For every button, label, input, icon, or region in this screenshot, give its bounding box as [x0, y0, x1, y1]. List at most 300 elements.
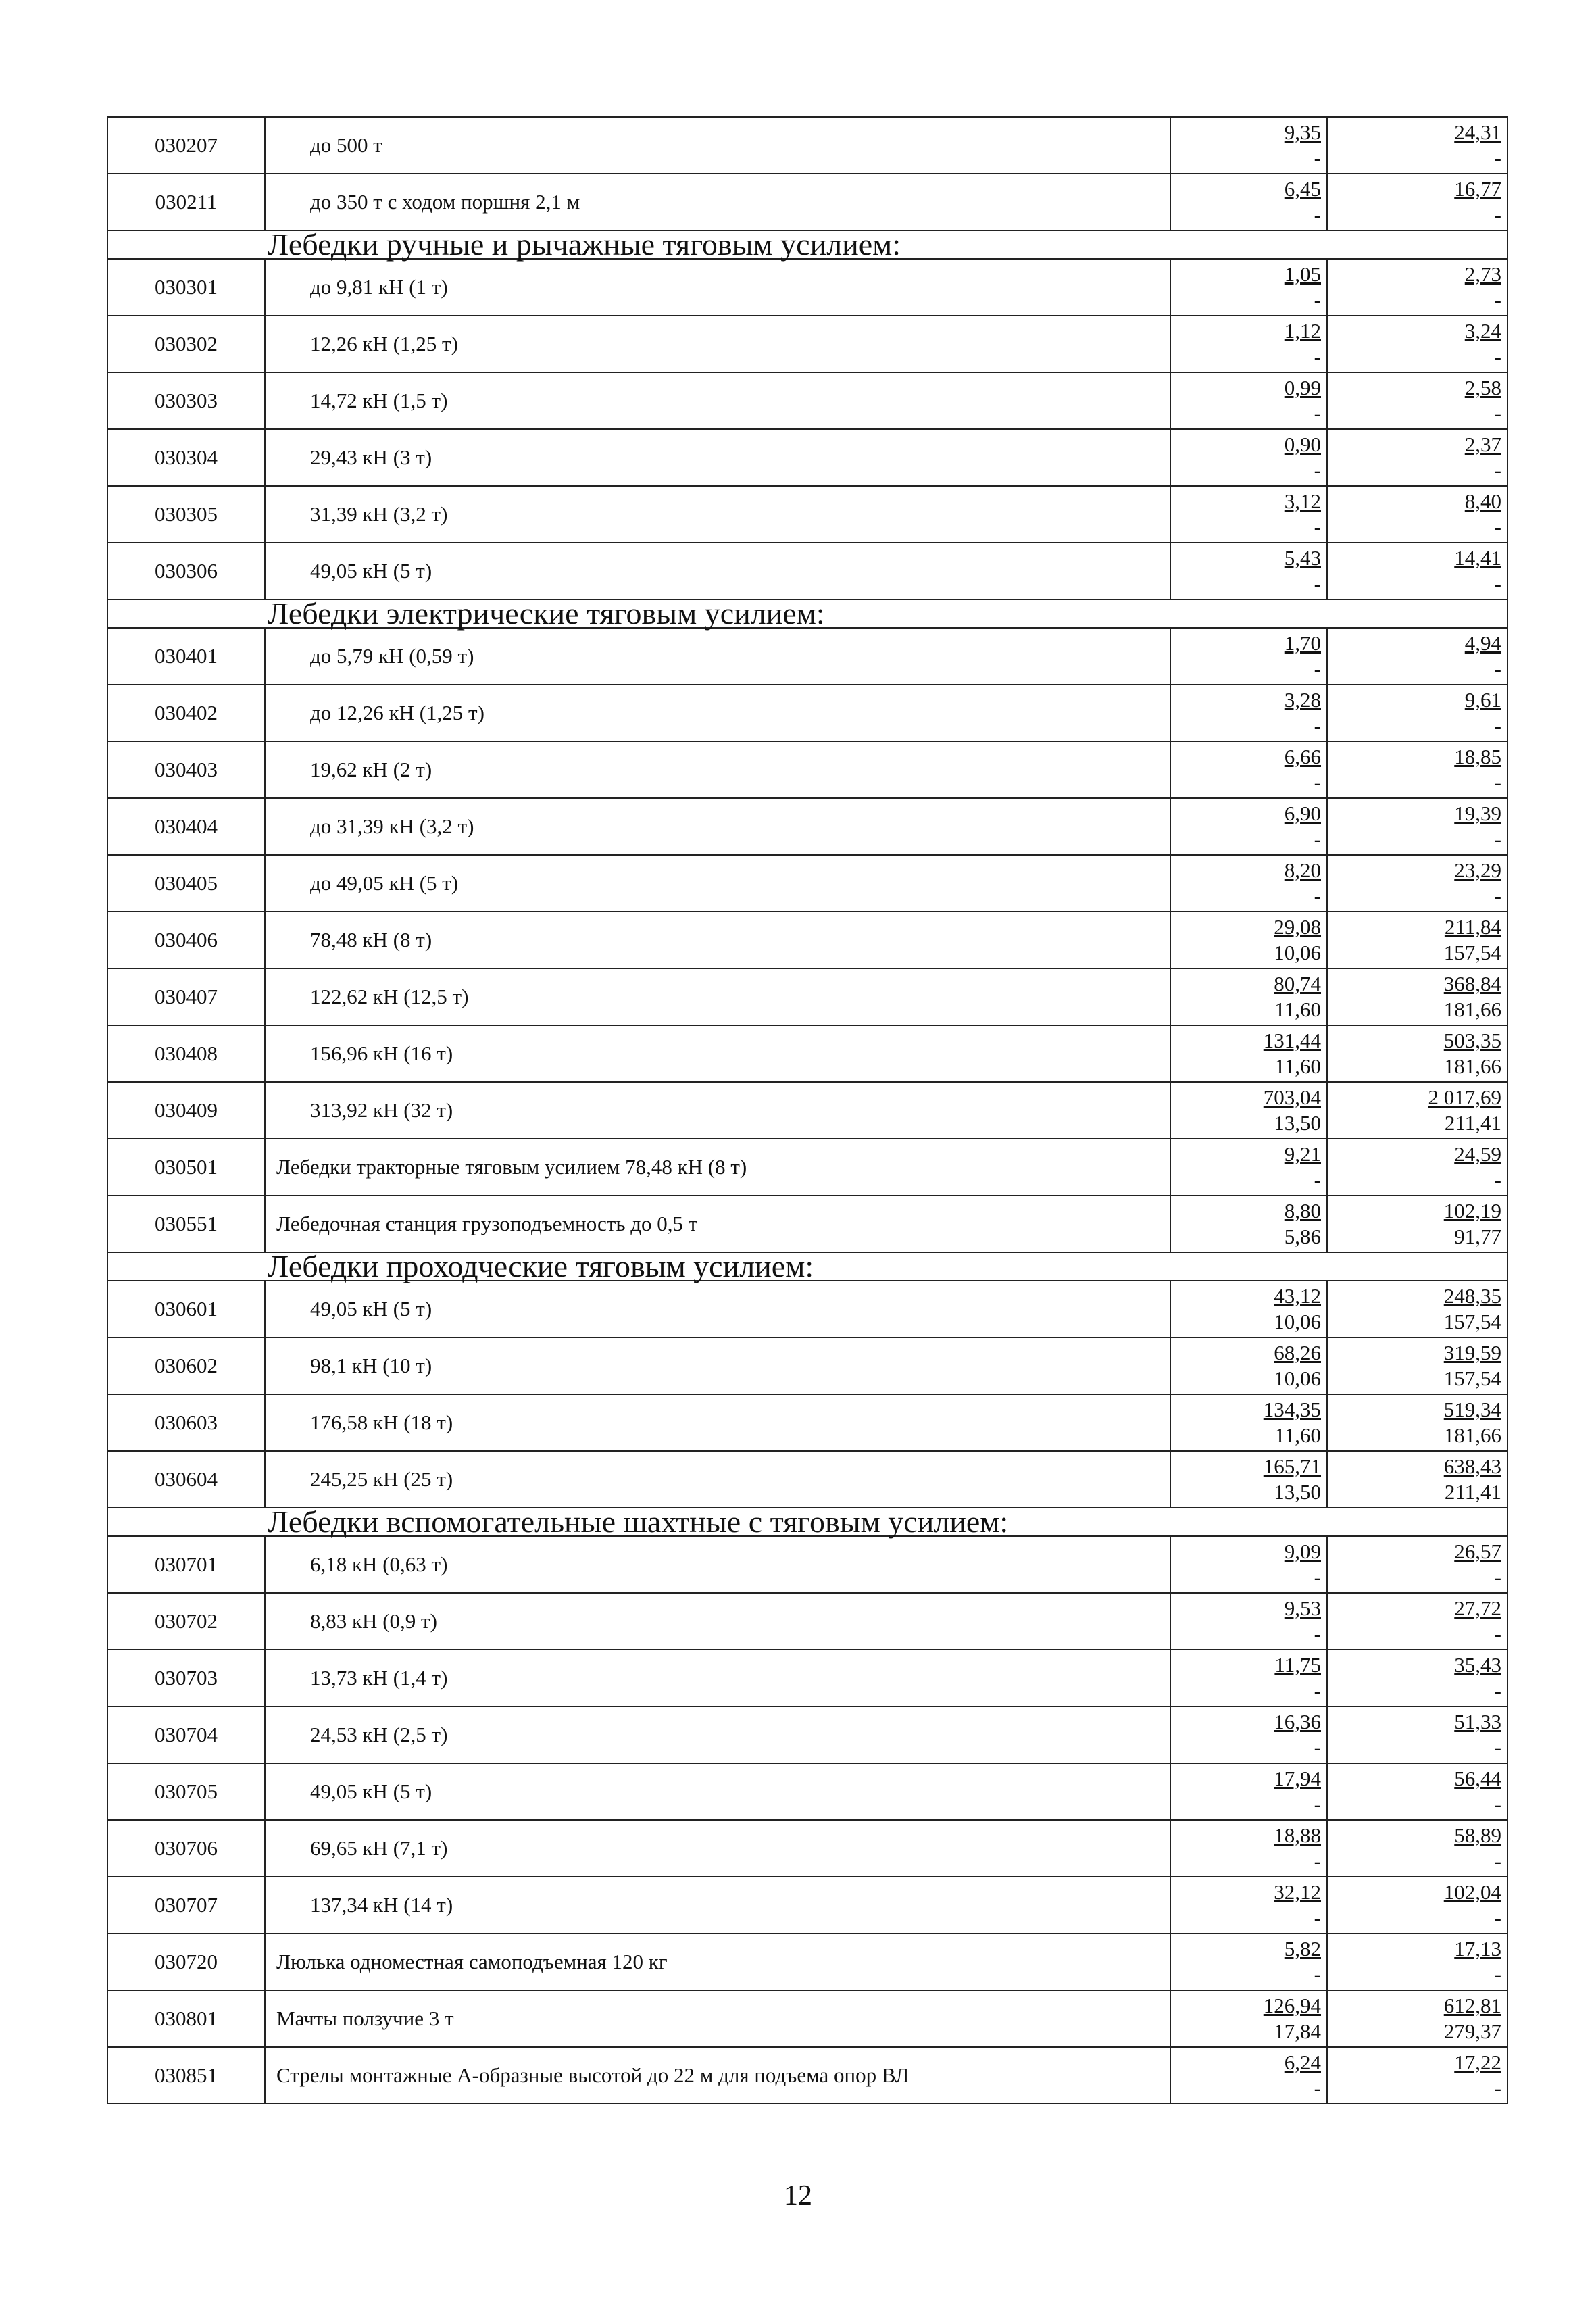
table-row [107, 117, 1507, 174]
value-v1-top: 9,53 [1284, 1596, 1321, 1620]
value-v2-bottom: - [1494, 1168, 1501, 1191]
value-v2-top: 14,41 [1454, 546, 1501, 570]
table-row [107, 1196, 1507, 1252]
row-value-v1 [1170, 1082, 1327, 1139]
row-name: до 500 т [265, 117, 1170, 174]
row-code: 030402 [107, 685, 265, 741]
value-v1-top: 9,35 [1284, 120, 1321, 144]
row-value-v1 [1170, 1650, 1327, 1706]
row-name: 98,1 кН (10 т) [265, 1337, 1170, 1394]
value-v2-bottom: 181,66 [1443, 1054, 1501, 1078]
row-value-v1 [1170, 316, 1327, 372]
value-v1-top: 165,71 [1263, 1454, 1321, 1478]
row-code: 030407 [107, 968, 265, 1025]
row-value-v2 [1327, 1451, 1507, 1508]
value-v2-bottom: - [1494, 401, 1501, 425]
table-row [107, 1593, 1507, 1650]
value-v1-bottom: - [1314, 1906, 1321, 1929]
value-v2-top: 23,29 [1454, 858, 1501, 882]
row-name: 8,83 кН (0,9 т) [265, 1593, 1170, 1650]
row-code: 030705 [107, 1763, 265, 1820]
value-v2-bottom: 157,54 [1443, 941, 1501, 964]
value-v1-bottom: - [1314, 458, 1321, 482]
row-value-v2 [1327, 117, 1507, 174]
row-value-v2 [1327, 1337, 1507, 1394]
row-value-v1 [1170, 1593, 1327, 1650]
value-v2-bottom: - [1494, 458, 1501, 482]
row-value-v1 [1170, 912, 1327, 968]
row-name: 245,25 кН (25 т) [265, 1451, 1170, 1508]
row-value-v1 [1170, 1025, 1327, 1082]
row-name: 29,43 кН (3 т) [265, 429, 1170, 486]
value-v1-top: 5,82 [1284, 1937, 1321, 1961]
row-name: 49,05 кН (5 т) [265, 1281, 1170, 1337]
row-code: 030707 [107, 1877, 265, 1934]
row-value-v1 [1170, 1337, 1327, 1394]
value-v2-bottom: 157,54 [1443, 1310, 1501, 1333]
value-v1-top: 8,20 [1284, 858, 1321, 882]
row-name: до 350 т с ходом поршня 2,1 м [265, 174, 1170, 230]
row-name: Мачты ползучие 3 т [265, 1990, 1170, 2047]
value-v1-bottom: - [1314, 401, 1321, 425]
row-value-v1 [1170, 968, 1327, 1025]
row-value-v2 [1327, 372, 1507, 429]
table-row [107, 912, 1507, 968]
value-v2-top: 3,24 [1464, 319, 1501, 343]
value-v2-bottom: - [1494, 515, 1501, 539]
row-code: 030406 [107, 912, 265, 968]
value-v2-bottom: 181,66 [1443, 998, 1501, 1021]
row-code: 030701 [107, 1536, 265, 1593]
value-v2-bottom: - [1494, 345, 1501, 368]
section-title: Лебедки электрические тяговым усилием: [107, 599, 1507, 628]
row-value-v2 [1327, 968, 1507, 1025]
row-value-v2 [1327, 316, 1507, 372]
row-value-v2 [1327, 486, 1507, 543]
row-value-v1 [1170, 1877, 1327, 1934]
row-code: 030401 [107, 628, 265, 685]
value-v1-top: 68,26 [1274, 1341, 1321, 1364]
value-v1-bottom: 11,60 [1274, 998, 1321, 1021]
row-value-v2 [1327, 912, 1507, 968]
page-number: 12 [784, 2180, 812, 2211]
row-value-v2 [1327, 1025, 1507, 1082]
row-value-v1 [1170, 741, 1327, 798]
value-v2-top: 35,43 [1454, 1653, 1501, 1677]
value-v2-bottom: - [1494, 827, 1501, 851]
value-v2-bottom: - [1494, 146, 1501, 170]
row-name: до 49,05 кН (5 т) [265, 855, 1170, 912]
row-value-v1 [1170, 429, 1327, 486]
value-v2-bottom: 181,66 [1443, 1423, 1501, 1447]
row-name: Стрелы монтажные А-образные высотой до 22 м для подъема опор ВЛ [265, 2047, 1170, 2104]
row-name: 49,05 кН (5 т) [265, 543, 1170, 599]
row-code: 030404 [107, 798, 265, 855]
value-v1-top: 6,24 [1284, 2050, 1321, 2074]
table-row [107, 1025, 1507, 1082]
row-name: 49,05 кН (5 т) [265, 1763, 1170, 1820]
row-name: Лебедки тракторные тяговым усилием 78,48 кН (8 т) [265, 1139, 1170, 1196]
value-v2-top: 27,72 [1454, 1596, 1501, 1620]
value-v1-bottom: - [1314, 884, 1321, 908]
row-code: 030604 [107, 1451, 265, 1508]
row-value-v2 [1327, 259, 1507, 316]
value-v2-bottom: - [1494, 1736, 1501, 1759]
row-name: Лебедочная станция грузоподъемность до 0,5 т [265, 1196, 1170, 1252]
table-row [107, 543, 1507, 599]
row-name: 156,96 кН (16 т) [265, 1025, 1170, 1082]
value-v1-top: 3,28 [1284, 688, 1321, 712]
row-code: 030305 [107, 486, 265, 543]
section-title: Лебедки вспомогательные шахтные с тяговым усилием: [107, 1508, 1507, 1536]
row-value-v1 [1170, 486, 1327, 543]
value-v2-top: 2 017,69 [1428, 1085, 1501, 1109]
row-value-v1 [1170, 1934, 1327, 1990]
value-v2-top: 24,31 [1454, 120, 1501, 144]
row-value-v1 [1170, 798, 1327, 855]
table-row [107, 741, 1507, 798]
value-v2-bottom: - [1494, 1622, 1501, 1646]
value-v1-top: 3,12 [1284, 489, 1321, 513]
row-code: 030211 [107, 174, 265, 230]
value-v2-top: 319,59 [1443, 1341, 1501, 1364]
value-v1-top: 5,43 [1284, 546, 1321, 570]
row-value-v1 [1170, 1536, 1327, 1593]
value-v1-top: 126,94 [1263, 1994, 1321, 2017]
value-v1-bottom: - [1314, 572, 1321, 595]
row-value-v2 [1327, 1990, 1507, 2047]
row-name: 13,73 кН (1,4 т) [265, 1650, 1170, 1706]
row-value-v1 [1170, 1139, 1327, 1196]
section-header-row [107, 230, 1507, 259]
row-value-v1 [1170, 372, 1327, 429]
row-value-v2 [1327, 543, 1507, 599]
row-name: до 12,26 кН (1,25 т) [265, 685, 1170, 741]
row-name: до 31,39 кН (3,2 т) [265, 798, 1170, 855]
value-v1-bottom: - [1314, 657, 1321, 681]
table-row [107, 1990, 1507, 2047]
row-value-v1 [1170, 543, 1327, 599]
table-row [107, 1820, 1507, 1877]
value-v1-bottom: - [1314, 1963, 1321, 1986]
section-title: Лебедки проходческие тяговым усилием: [107, 1252, 1507, 1281]
value-v2-bottom: - [1494, 884, 1501, 908]
row-code: 030408 [107, 1025, 265, 1082]
value-v2-top: 9,61 [1464, 688, 1501, 712]
value-v1-top: 11,75 [1274, 1653, 1321, 1677]
row-name: Люлька одноместная самоподъемная 120 кг [265, 1934, 1170, 1990]
value-v2-top: 211,84 [1444, 915, 1501, 939]
value-v1-top: 0,90 [1284, 433, 1321, 456]
value-v1-top: 9,09 [1284, 1540, 1321, 1563]
row-code: 030207 [107, 117, 265, 174]
row-value-v2 [1327, 798, 1507, 855]
value-v2-top: 2,58 [1464, 376, 1501, 399]
row-value-v2 [1327, 628, 1507, 685]
value-v1-bottom: - [1314, 1679, 1321, 1702]
row-code: 030301 [107, 259, 265, 316]
value-v1-bottom: - [1314, 770, 1321, 794]
row-value-v2 [1327, 1593, 1507, 1650]
value-v2-top: 17,13 [1454, 1937, 1501, 1961]
value-v2-bottom: 91,77 [1454, 1225, 1501, 1248]
row-value-v1 [1170, 685, 1327, 741]
value-v1-bottom: 10,06 [1274, 941, 1321, 964]
row-value-v2 [1327, 855, 1507, 912]
value-v1-bottom: - [1314, 1792, 1321, 1816]
row-code: 030303 [107, 372, 265, 429]
table-row [107, 685, 1507, 741]
row-value-v1 [1170, 1763, 1327, 1820]
value-v1-top: 134,35 [1263, 1398, 1321, 1421]
value-v1-top: 0,99 [1284, 376, 1321, 399]
value-v1-top: 703,04 [1263, 1085, 1321, 1109]
value-v1-bottom: 10,06 [1274, 1367, 1321, 1390]
value-v2-top: 19,39 [1454, 802, 1501, 825]
value-v1-bottom: - [1314, 1565, 1321, 1589]
row-value-v2 [1327, 1820, 1507, 1877]
table-row [107, 2047, 1507, 2104]
value-v1-bottom: - [1314, 1849, 1321, 1873]
value-v1-bottom: - [1314, 1736, 1321, 1759]
value-v1-bottom: - [1314, 827, 1321, 851]
value-v2-top: 102,19 [1443, 1199, 1501, 1223]
row-value-v1 [1170, 1451, 1327, 1508]
value-v2-top: 102,04 [1443, 1880, 1501, 1904]
row-value-v2 [1327, 1650, 1507, 1706]
row-value-v1 [1170, 1281, 1327, 1337]
value-v1-bottom: - [1314, 2076, 1321, 2100]
table-row [107, 628, 1507, 685]
row-code: 030703 [107, 1650, 265, 1706]
section-header-row [107, 1508, 1507, 1536]
value-v1-top: 18,88 [1274, 1823, 1321, 1847]
value-v2-top: 24,59 [1454, 1142, 1501, 1166]
row-name: до 9,81 кН (1 т) [265, 259, 1170, 316]
value-v2-bottom: - [1494, 1849, 1501, 1873]
value-v2-top: 58,89 [1454, 1823, 1501, 1847]
row-code: 030551 [107, 1196, 265, 1252]
value-v1-top: 1,05 [1284, 262, 1321, 286]
row-code: 030720 [107, 1934, 265, 1990]
value-v1-bottom: - [1314, 515, 1321, 539]
row-value-v1 [1170, 2047, 1327, 2104]
row-name: 122,62 кН (12,5 т) [265, 968, 1170, 1025]
value-v2-top: 612,81 [1443, 1994, 1501, 2017]
table-row [107, 316, 1507, 372]
row-value-v1 [1170, 259, 1327, 316]
row-value-v1 [1170, 174, 1327, 230]
row-value-v2 [1327, 2047, 1507, 2104]
value-v2-bottom: 279,37 [1443, 2019, 1501, 2043]
value-v1-bottom: - [1314, 288, 1321, 312]
row-name: 69,65 кН (7,1 т) [265, 1820, 1170, 1877]
value-v1-top: 17,94 [1274, 1767, 1321, 1790]
value-v1-top: 131,44 [1263, 1029, 1321, 1052]
value-v1-bottom: 10,06 [1274, 1310, 1321, 1333]
value-v2-bottom: 211,41 [1444, 1480, 1501, 1504]
row-code: 030409 [107, 1082, 265, 1139]
row-code: 030302 [107, 316, 265, 372]
value-v2-bottom: - [1494, 714, 1501, 737]
value-v2-top: 56,44 [1454, 1767, 1501, 1790]
table-row [107, 429, 1507, 486]
value-v1-top: 29,08 [1274, 915, 1321, 939]
value-v1-top: 1,70 [1284, 631, 1321, 655]
table-row [107, 1394, 1507, 1451]
row-value-v1 [1170, 117, 1327, 174]
value-v1-top: 16,36 [1274, 1710, 1321, 1733]
row-value-v2 [1327, 1082, 1507, 1139]
table-row [107, 372, 1507, 429]
value-v2-top: 4,94 [1464, 631, 1501, 655]
value-v2-bottom: 211,41 [1444, 1111, 1501, 1135]
value-v1-top: 43,12 [1274, 1284, 1321, 1308]
value-v2-top: 8,40 [1464, 489, 1501, 513]
row-value-v2 [1327, 685, 1507, 741]
row-code: 030603 [107, 1394, 265, 1451]
table-row [107, 1536, 1507, 1593]
table-row [107, 486, 1507, 543]
value-v1-top: 32,12 [1274, 1880, 1321, 1904]
value-v2-top: 51,33 [1454, 1710, 1501, 1733]
value-v1-top: 6,66 [1284, 745, 1321, 768]
row-value-v2 [1327, 1281, 1507, 1337]
value-v2-bottom: 157,54 [1443, 1367, 1501, 1390]
value-v2-top: 18,85 [1454, 745, 1501, 768]
table-row [107, 1139, 1507, 1196]
value-v2-top: 16,77 [1454, 177, 1501, 201]
row-name: 24,53 кН (2,5 т) [265, 1706, 1170, 1763]
row-value-v1 [1170, 628, 1327, 685]
value-v2-bottom: - [1494, 1963, 1501, 1986]
row-value-v1 [1170, 855, 1327, 912]
value-v1-top: 9,21 [1284, 1142, 1321, 1166]
table-row [107, 1706, 1507, 1763]
row-value-v1 [1170, 1196, 1327, 1252]
row-code: 030306 [107, 543, 265, 599]
rates-table-body [107, 117, 1507, 2104]
value-v2-top: 26,57 [1454, 1540, 1501, 1563]
row-value-v2 [1327, 1196, 1507, 1252]
value-v1-bottom: - [1314, 203, 1321, 226]
row-code: 030501 [107, 1139, 265, 1196]
value-v1-top: 1,12 [1284, 319, 1321, 343]
table-row [107, 1337, 1507, 1394]
row-code: 030706 [107, 1820, 265, 1877]
value-v2-top: 2,37 [1464, 433, 1501, 456]
row-name: 176,58 кН (18 т) [265, 1394, 1170, 1451]
row-code: 030304 [107, 429, 265, 486]
value-v2-bottom: - [1494, 657, 1501, 681]
table-row [107, 1451, 1507, 1508]
table-row [107, 174, 1507, 230]
row-name: 12,26 кН (1,25 т) [265, 316, 1170, 372]
row-value-v2 [1327, 1706, 1507, 1763]
row-value-v2 [1327, 1536, 1507, 1593]
row-value-v1 [1170, 1394, 1327, 1451]
value-v2-bottom: - [1494, 1906, 1501, 1929]
value-v2-bottom: - [1494, 1565, 1501, 1589]
value-v2-top: 638,43 [1443, 1454, 1501, 1478]
row-name: 14,72 кН (1,5 т) [265, 372, 1170, 429]
value-v2-top: 2,73 [1464, 262, 1501, 286]
row-name: 19,62 кН (2 т) [265, 741, 1170, 798]
section-title: Лебедки ручные и рычажные тяговым усилием: [107, 230, 1507, 259]
row-code: 030704 [107, 1706, 265, 1763]
table-row [107, 259, 1507, 316]
value-v2-bottom: - [1494, 1792, 1501, 1816]
row-value-v2 [1327, 1934, 1507, 1990]
value-v1-bottom: - [1314, 1622, 1321, 1646]
row-value-v2 [1327, 741, 1507, 798]
row-value-v2 [1327, 174, 1507, 230]
value-v1-top: 8,80 [1284, 1199, 1321, 1223]
row-name: 31,39 кН (3,2 т) [265, 486, 1170, 543]
value-v2-bottom: - [1494, 288, 1501, 312]
row-value-v2 [1327, 1763, 1507, 1820]
row-code: 030601 [107, 1281, 265, 1337]
value-v1-bottom: 13,50 [1274, 1111, 1321, 1135]
table-row [107, 968, 1507, 1025]
value-v1-bottom: 17,84 [1274, 2019, 1321, 2043]
row-value-v2 [1327, 1877, 1507, 1934]
value-v1-bottom: 11,60 [1274, 1423, 1321, 1447]
value-v1-bottom: 11,60 [1274, 1054, 1321, 1078]
row-value-v1 [1170, 1820, 1327, 1877]
row-code: 030405 [107, 855, 265, 912]
value-v1-bottom: - [1314, 345, 1321, 368]
value-v2-bottom: - [1494, 770, 1501, 794]
row-name: 78,48 кН (8 т) [265, 912, 1170, 968]
rates-table-sheet [107, 116, 1507, 2104]
value-v2-bottom: - [1494, 572, 1501, 595]
row-name: до 5,79 кН (0,59 т) [265, 628, 1170, 685]
table-row [107, 1281, 1507, 1337]
table-row [107, 1082, 1507, 1139]
table-row [107, 855, 1507, 912]
row-name: 313,92 кН (32 т) [265, 1082, 1170, 1139]
table-row [107, 798, 1507, 855]
value-v2-top: 503,35 [1443, 1029, 1501, 1052]
value-v2-top: 17,22 [1454, 2050, 1501, 2074]
row-value-v1 [1170, 1706, 1327, 1763]
value-v2-bottom: - [1494, 1679, 1501, 1702]
table-row [107, 1650, 1507, 1706]
value-v1-top: 6,90 [1284, 802, 1321, 825]
section-header-row [107, 599, 1507, 628]
table-row [107, 1877, 1507, 1934]
value-v1-bottom: 5,86 [1284, 1225, 1321, 1248]
row-code: 030602 [107, 1337, 265, 1394]
value-v2-top: 368,84 [1443, 972, 1501, 995]
value-v1-bottom: - [1314, 714, 1321, 737]
value-v1-top: 6,45 [1284, 177, 1321, 201]
value-v1-bottom: - [1314, 146, 1321, 170]
value-v2-top: 519,34 [1443, 1398, 1501, 1421]
section-header-row [107, 1252, 1507, 1281]
value-v2-top: 248,35 [1443, 1284, 1501, 1308]
value-v1-bottom: 13,50 [1274, 1480, 1321, 1504]
row-value-v2 [1327, 1394, 1507, 1451]
row-value-v2 [1327, 429, 1507, 486]
row-name: 6,18 кН (0,63 т) [265, 1536, 1170, 1593]
table-row [107, 1934, 1507, 1990]
row-code: 030801 [107, 1990, 265, 2047]
row-value-v1 [1170, 1990, 1327, 2047]
rates-table [107, 116, 1508, 2104]
table-row [107, 1763, 1507, 1820]
